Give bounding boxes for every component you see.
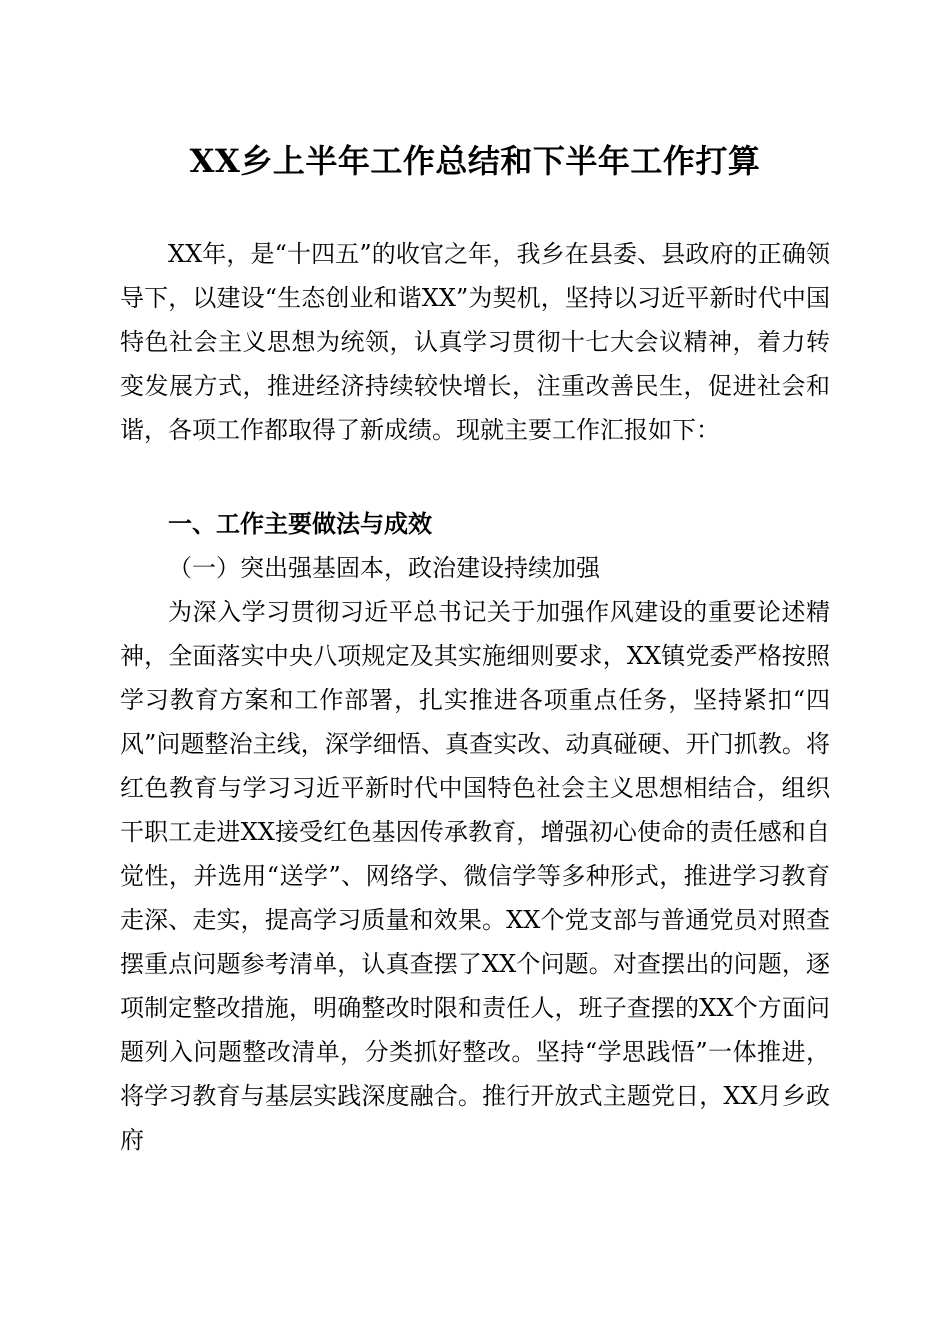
body-paragraph: 为深入学习贯彻习近平总书记关于加强作风建设的重要论述精神，全面落实中央八项规定及其实施细则要求，XX镇党委严格按照学习教育方案和工作部署，扎实推进各项重点任务，坚持紧扣“四风”问题整治主线，深学细悟、真查实改、动真碰硬、开门抓教。将红色教育与学习习近平新时代中国特色社会主义思想相结合，组织干职工走进XX接受红色基因传承教育，增强初心使命的责任感和自觉性，并选用“送学”、网络学、微信学等多种形式，推进学习教育走深、走实，提高学习质量和效果。XX个党支部与普通党员对照查摆重点问题参考清单，认真查摆了XX个问题。对查摆出的问题，逐项制定整改措施，明确整改时限和责任人，班子查摆的XX个方面问题列入问题整改清单，分类抓好整改。坚持“学思践悟”一体推进，将学习教育与基层实践深度融合。推行开放式主题党日，XX月乡政府 xyxy=(120,598,830,1154)
subsection-heading: （一）突出强基固本，政治建设持续加强 xyxy=(168,554,600,582)
section-heading: 一、工作主要做法与成效 xyxy=(168,510,432,538)
subsection-heading-block xyxy=(120,546,830,590)
body-block xyxy=(120,590,830,1162)
intro-block xyxy=(120,232,830,452)
document-title: XX乡上半年工作总结和下半年工作打算 xyxy=(189,142,761,180)
section-heading-block xyxy=(120,502,830,546)
intro-paragraph: XX年，是“十四五”的收官之年，我乡在县委、县政府的正确领导下，以建设“生态创业和谐XX”为契机，坚持以习近平新时代中国特色社会主义思想为统领，认真学习贯彻十七大会议精神，着力转变发展方式，推进经济持续较快增长，注重改善民生，促进社会和谐，各项工作都取得了新成绩。现就主要工作汇报如下： xyxy=(120,240,830,444)
